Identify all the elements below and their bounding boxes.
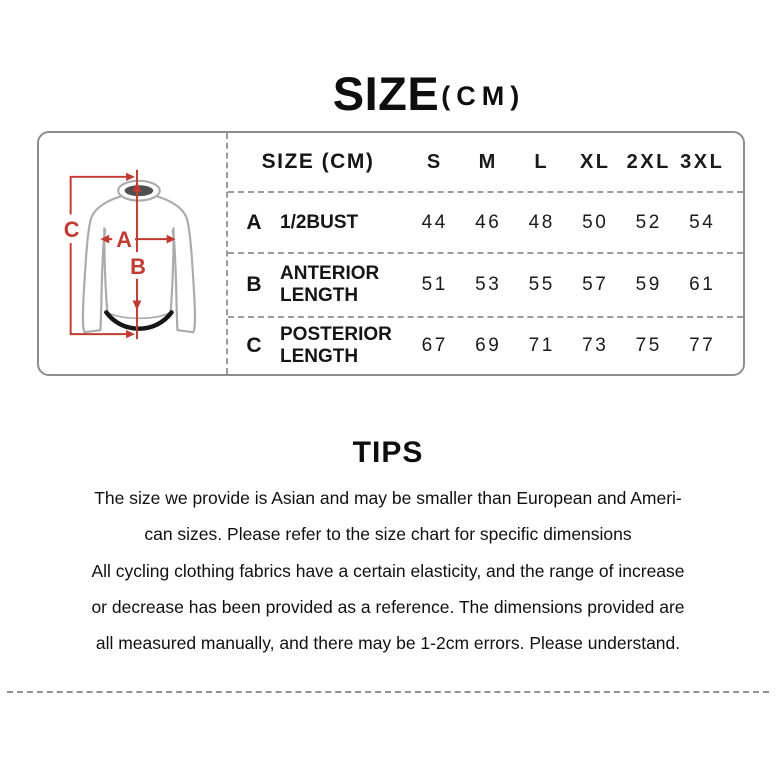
table-row-anterior-length — [228, 254, 743, 318]
table-cell: 71 — [528, 335, 555, 356]
tips-line: all measured manually, and there may be 1-2cm errors. Please understand. — [95, 633, 681, 654]
size-col-header-l: L — [534, 150, 550, 173]
jersey-right-sleeve — [158, 197, 195, 333]
table-cell: 69 — [475, 335, 502, 356]
tips-line: or decrease has been provided as a reference. The dimensions provided are — [91, 596, 685, 617]
table-cell: 50 — [582, 211, 609, 233]
size-col-header-3xl: 3XL — [680, 150, 725, 173]
table-cell: 73 — [582, 335, 609, 356]
size-col-header-2xl: 2XL — [626, 150, 671, 173]
jersey-hem — [106, 312, 171, 328]
table-cell: 55 — [528, 274, 555, 295]
jersey-measurement-diagram — [39, 133, 228, 374]
size-col-header-xl: XL — [579, 150, 611, 173]
size-col-header-s: S — [426, 150, 443, 173]
table-cell: 52 — [635, 211, 662, 233]
title-size-text: SIZE — [332, 67, 440, 120]
table-cell: 48 — [528, 211, 555, 233]
size-col-header-m: M — [478, 150, 498, 173]
table-cell: 46 — [475, 211, 502, 233]
bottom-divider — [7, 691, 769, 693]
tips-line: can sizes. Please refer to the size chart for specific dimensions — [144, 524, 632, 545]
measure-bracket-c — [71, 177, 127, 334]
measure-label-b: B — [130, 253, 146, 279]
jersey-diagram-svg — [39, 133, 226, 374]
tips-line: The size we provide is Asian and may be smaller than European and Ameri- — [94, 488, 682, 508]
arrowhead-c-bottom — [126, 330, 135, 338]
table-cell: 77 — [689, 335, 716, 356]
size-table-header-row — [228, 133, 743, 193]
size-table — [228, 133, 743, 374]
row-label: ANTERIOR LENGTH — [280, 263, 380, 306]
table-cell: 75 — [635, 335, 662, 356]
table-row-half-bust — [228, 193, 743, 254]
table-row-posterior-length — [228, 318, 743, 374]
jersey-left-sleeve — [83, 197, 120, 333]
arrowhead-c-top — [126, 173, 135, 181]
row-label: POSTERIOR LENGTH — [280, 324, 392, 367]
arrowhead-b-down — [133, 300, 142, 310]
table-cell: 57 — [582, 274, 609, 295]
table-cell: 51 — [421, 274, 448, 295]
title-unit-text: (CM) — [441, 81, 526, 111]
table-cell: 61 — [689, 274, 716, 295]
table-cell: 59 — [635, 274, 662, 295]
row-letter: B — [246, 273, 262, 296]
table-cell: 54 — [689, 211, 716, 233]
measure-label-c: C — [63, 217, 80, 243]
table-cell: 44 — [421, 211, 448, 233]
row-letter: A — [246, 210, 262, 234]
size-chart-panel — [37, 131, 745, 376]
jersey-hem-top-edge — [107, 312, 170, 318]
tips-heading: TIPS — [352, 436, 424, 469]
tips-line: All cycling clothing fabrics have a certain elasticity, and the range of increase — [91, 560, 685, 581]
table-cell: 53 — [475, 274, 502, 295]
tips-text — [30, 480, 746, 661]
row-letter: C — [246, 334, 262, 357]
page-title — [41, 66, 776, 121]
table-cell: 67 — [421, 335, 448, 356]
row-label: 1/2BUST — [280, 211, 359, 233]
measure-label-a: A — [116, 227, 132, 253]
size-table-header-label: SIZE (CM) — [261, 150, 375, 173]
